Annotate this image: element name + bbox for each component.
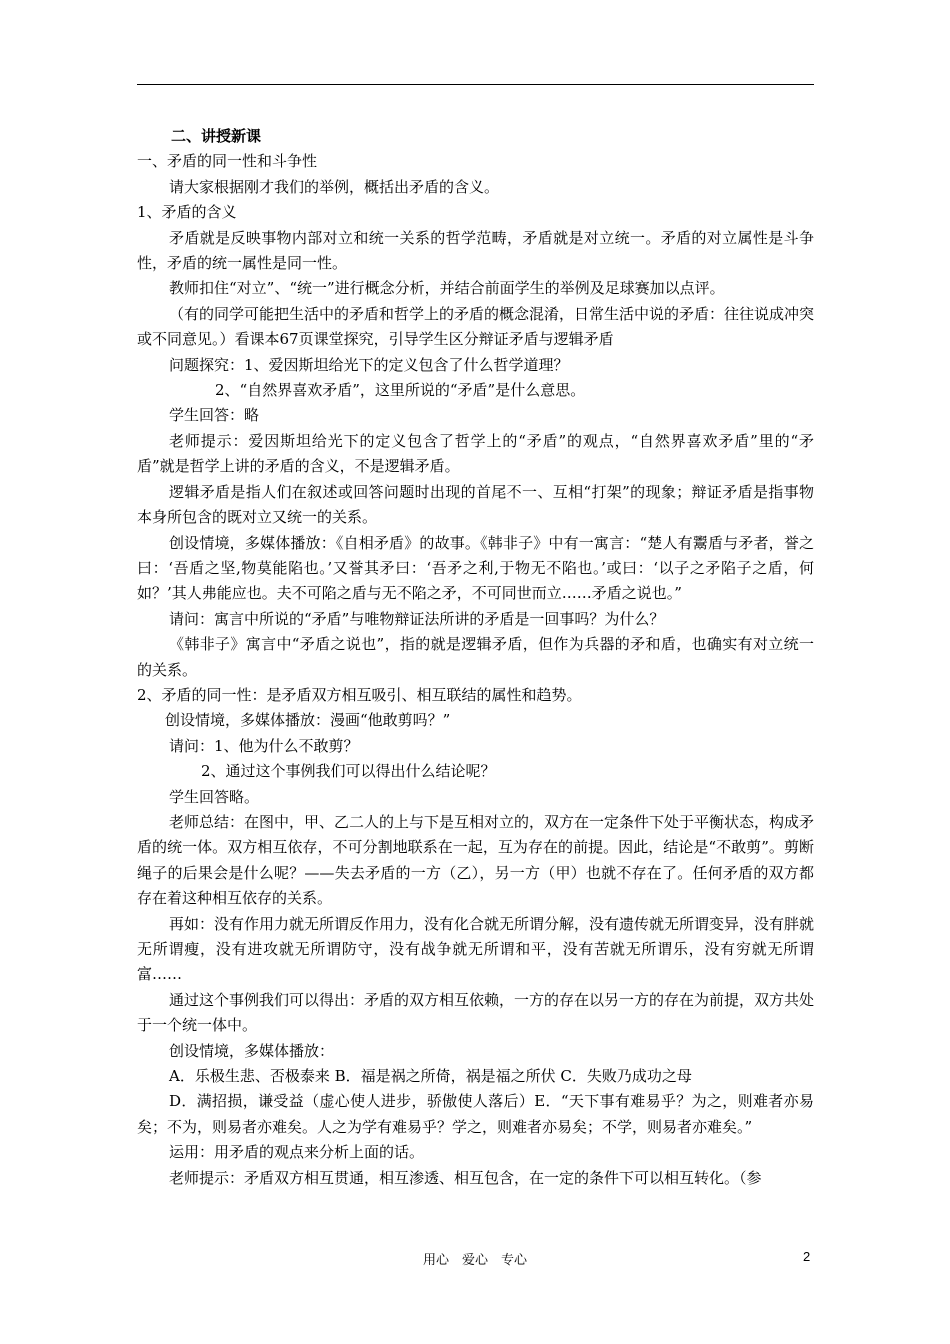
paragraph: 创设情境，多媒体播放：漫画“他敢剪吗？” — [165, 711, 451, 730]
paragraph: 请大家根据刚才我们的举例，概括出矛盾的含义。 — [169, 177, 500, 196]
paragraph: 2、矛盾的同一性：是矛盾双方相互吸引、相互联结的属性和趋势。 — [137, 685, 582, 704]
paragraph: 创设情境，多媒体播放：《自相矛盾》的故事。《韩非子》中有一寓言：“楚人有鬻盾与矛者，誉之曰：‘吾盾之坚,物莫能陷也。’又誉其矛曰：‘吾矛之利,于物无不陷也。’或曰：‘以子之矛陷子之盾，何如？’其人弗能应也。夫不可陷之盾与无不陷之矛，不可同世而立……矛盾之说也。” — [137, 533, 814, 603]
paragraph: 请问：1、他为什么不敢剪？ — [169, 736, 359, 755]
paragraph: 请问：寓言中所说的“矛盾”与唯物辩证法所讲的矛盾是一回事吗？为什么？ — [169, 609, 665, 628]
paragraph: 矛盾就是反映事物内部对立和统一关系的哲学范畴，矛盾就是对立统一。矛盾的对立属性是斗争性，矛盾的统一属性是同一性。 — [137, 228, 814, 273]
paragraph: 通过这个事例我们可以得出：矛盾的双方相互依赖，一方的存在以另一方的存在为前提，双方共处于一个统一体中。 — [137, 990, 815, 1035]
document-body — [137, 124, 814, 1191]
paragraph: 学生回答：略 — [169, 406, 260, 425]
paragraph: 老师提示：爱因斯坦给光下的定义包含了哲学上的“矛盾”的观点，“自然界喜欢矛盾”里的“矛盾”就是哲学上讲的矛盾的含义，不是逻辑矛盾。 — [137, 431, 814, 476]
paragraph: 学生回答略。 — [169, 787, 260, 806]
paragraph: 老师总结：在图中，甲、乙二人的上与下是互相对立的，双方在一定条件下处于平衡状态，构成矛盾的统一体。双方相互依存，不可分割地联系在一起，互为存在的前提。因此，结论是“不敢剪”。剪断绳子的后果会是什么呢？——失去矛盾的一方（乙），另一方（甲）也就不存在了。任何矛盾的双方都存在着这种相互依存的关系。 — [137, 812, 815, 908]
paragraph: 教师扣住“对立”、“统一”进行概念分析，并结合前面学生的举例及足球赛加以点评。 — [169, 279, 725, 298]
paragraph: 2、通过这个事例我们可以得出什么结论呢？ — [201, 762, 496, 781]
paragraph: 1、矛盾的含义 — [137, 203, 237, 222]
paragraph: D．满招损，谦受益（虚心使人进步，骄傲使人落后）E．“天下事有难易乎？为之，则难者亦易矣；不为，则易者亦难矣。人之为学有难易乎？学之，则难者亦易矣；不学，则易者亦难矣。” — [137, 1092, 814, 1136]
footer-motto: 用心 爱心 专心 — [422, 1253, 527, 1268]
paragraph: 问题探究：1、爱因斯坦给光下的定义包含了什么哲学道理？ — [169, 355, 569, 374]
section-heading: 二、讲授新课 — [171, 127, 262, 145]
paragraph: 一、矛盾的同一性和斗争性 — [137, 152, 318, 171]
paragraph: 再如：没有作用力就无所谓反作用力，没有化合就无所谓分解，没有遗传就无所谓变异，没有胖就无所谓瘦，没有进攻就无所谓防守，没有战争就无所谓和平，没有苦就无所谓乐，没有穷就无所谓富…… — [137, 914, 815, 984]
paragraph: 2、“自然界喜欢矛盾”，这里所说的“矛盾”是什么意思。 — [215, 381, 586, 400]
paragraph: 老师提示：矛盾双方相互贯通，相互渗透、相互包含，在一定的条件下可以相互转化。（参 — [169, 1168, 762, 1187]
paragraph: 逻辑矛盾是指人们在叙述或回答问题时出现的首尾不一、互相“打架”的现象；辩证矛盾是指事物本身所包含的既对立又统一的关系。 — [137, 482, 814, 527]
paragraph: （有的同学可能把生活中的矛盾和哲学上的矛盾的概念混淆，日常生活中说的矛盾：往往说成冲突或不同意见。）看课本67页课堂探究，引导学生区分辩证矛盾与逻辑矛盾 — [137, 304, 815, 349]
page-footer — [0, 1249, 950, 1271]
paragraph: 《韩非子》寓言中“矛盾之说也”，指的就是逻辑矛盾，但作为兵器的矛和盾，也确实有对立统一的关系。 — [137, 635, 814, 679]
header-rule — [137, 84, 814, 85]
paragraph: A．乐极生悲、否极泰来 B．福是祸之所倚，祸是福之所伏 C．失败乃成功之母 — [169, 1067, 692, 1086]
page-number: 2 — [803, 1249, 811, 1264]
paragraph: 运用：用矛盾的观点来分析上面的话。 — [169, 1143, 425, 1162]
paragraph: 创设情境，多媒体播放： — [169, 1041, 335, 1060]
